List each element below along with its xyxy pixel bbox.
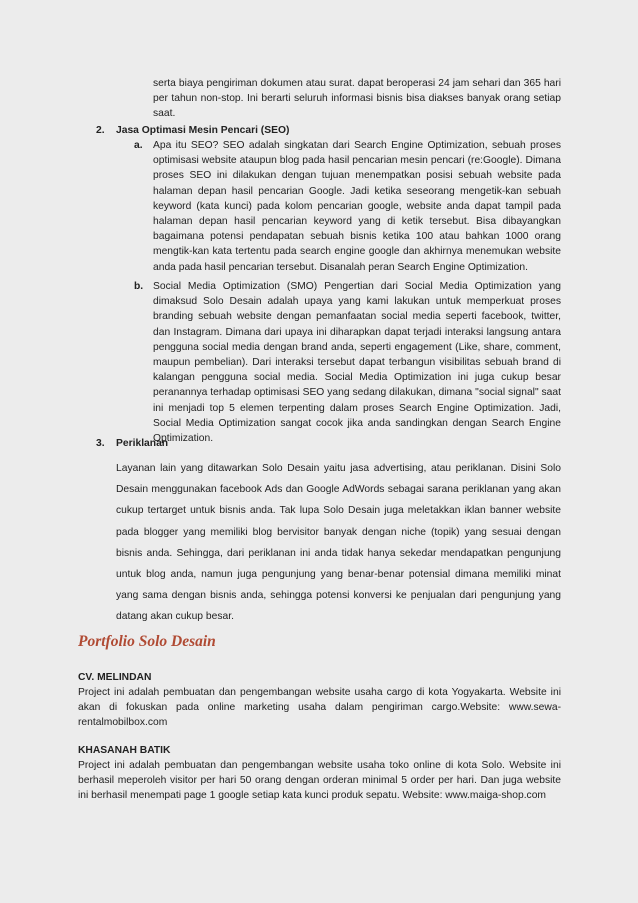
item3-number: 3. — [96, 438, 105, 449]
item2-sub-a-label: a. — [134, 140, 143, 151]
project-1-name: CV. MELINDAN — [78, 672, 152, 683]
item3-text: Layanan lain yang ditawarkan Solo Desain yaitu jasa advertising, atau periklanan. Disini Solo Desain menggunakan facebook Ads dan Google AdWords sebagai sarana periklanan yang akan cukup tertarget untuk bisnis anda. Tak lupa Solo Desain juga meletakkan iklan banner website pada blogger yang memiliki blog bervisitor banyak dengan niche (topik) yang sesuai dengan bisnis anda. Sehingga, dari periklanan ini anda tidak hanya sekedar mendapatkan pengunjung untuk blog anda, namun juga pengunjung yang benar-benar potensial dimana memiliki minat yang sama dengan bisnis anda, sehingga potensi konversi ke penjualan dari pengunjung yang datang akan cukup besar. — [116, 463, 561, 623]
portfolio-heading: Portfolio Solo Desain — [78, 633, 216, 650]
section1-continuation: serta biaya pengiriman dokumen atau surat. dapat beroperasi 24 jam sehari dan 365 hari per tahun non-stop. Ini berarti seluruh informasi bisnis bisa diakses banyak orang setiap saat. — [153, 78, 561, 120]
project-2-name: KHASANAH BATIK — [78, 745, 171, 756]
item2-title: Jasa Optimasi Mesin Pencari (SEO) — [116, 125, 290, 136]
item2-sub-b-text: Social Media Optimization (SMO) Pengertian dari Social Media Optimization yang dimaksud Solo Desain adalah upaya yang kami lakukan untuk memperkuat proses branding sebuah website dengan pemanfaatan social media seperti facebook, twitter, dan Instagram. Dimana dari upaya ini diharapkan dapat terjadi interaksi langsung antara pengguna social media dengan brand anda, seperti engagement (Like, share, comment, maupun pembelian). Dari interaksi tersebut dapat terbangun visibilitas sebuah brand di kalangan pengguna social media. Social Media Optimization ini juga cukup besar peranannya terhadap optimisasi SEO yang sedang dilakukan, dimana "social signal" saat ini menjadi top 5 elemen terpenting dalam proses Search Engine Optimization. Jadi, Social Media Optimization sangat cocok jika anda sandingkan dengan Search Engine Optimization. — [153, 281, 561, 445]
item2-sub-a-text: Apa itu SEO? SEO adalah singkatan dari Search Engine Optimization, sebuah proses optimisasi website ataupun blog pada hasil pencarian mesin pencari (re:Google). Dimana proses SEO ini dilakukan dengan tujuan menempatkan posisi sebuah website pada halaman depan hasil pencarian Google. Jadi ketika seseorang mengetik-kan sebuah keyword (kata kunci) pada kolom pencarian google, website anda dapat tampil pada halaman depan hasil pencarian keyword yang di ketik tersebut. Bisa dibayangkan bagaimana potensi pendapatan sebuah bisnis ketika 100 atau bahkan 1000 orang mengtik-kan kata tertentu pada search engine google dan akhirnya menemukan website anda pada hasil pencarian tersebut. Disanalah peran Search Engine Optimization. — [153, 140, 561, 273]
item2-sub-b-label: b. — [134, 281, 144, 292]
project-2-text: Project ini adalah pembuatan dan pengembangan website usaha toko online di kota Solo. Website ini berhasil meperoleh visitor per hari 50 orang dengan orderan minimal 5 order per hari. Dan juga website ini berhasil menempati page 1 google setiap kata kunci produk sepatu. Website: www.maiga-shop.com — [78, 760, 561, 802]
item2-number: 2. — [96, 125, 105, 136]
item3-title: Periklanan — [116, 438, 169, 449]
project-1-text: Project ini adalah pembuatan dan pengembangan website usaha cargo di kota Yogyakarta. Website ini akan di fokuskan pada online marketing usaha dalam pengiriman cargo.Website: www.sewa-rentalmobilbox.com — [78, 687, 561, 729]
